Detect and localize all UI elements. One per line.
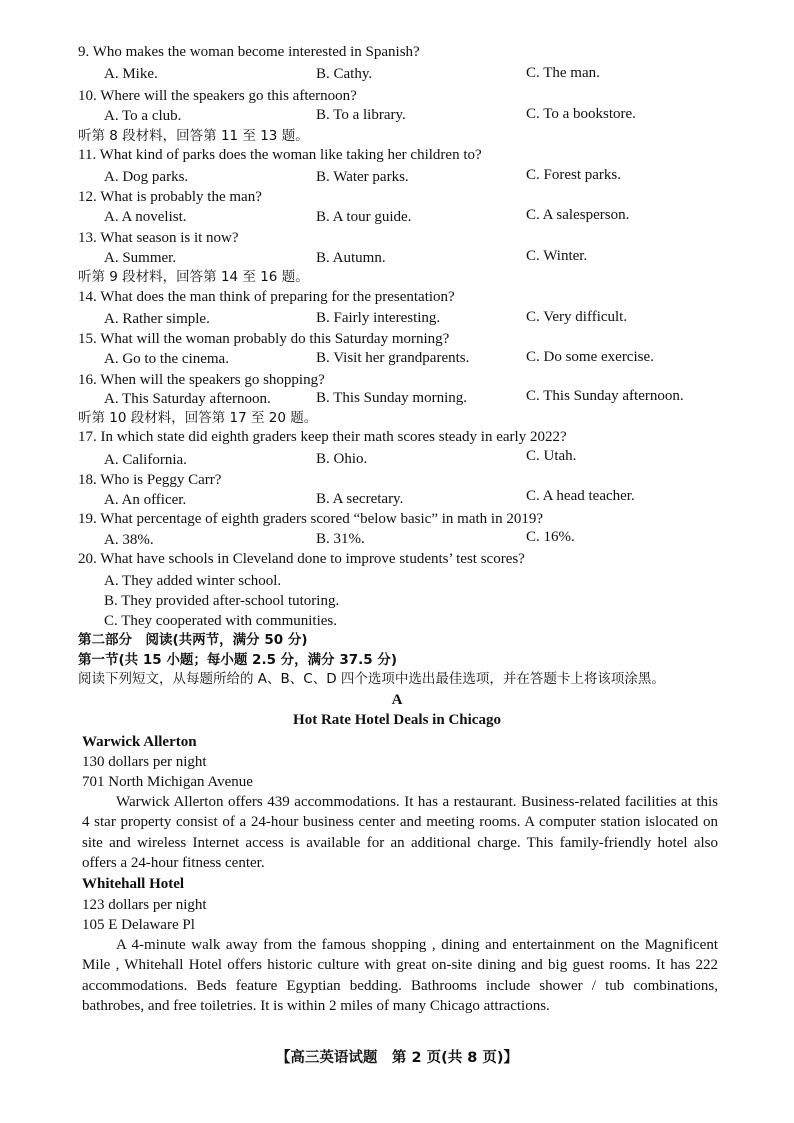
part2-instruction: 阅读下列短文，从每题所给的 A、B、C、D 四个选项中选出最佳选项，并在答题卡上将该项涂黑。 [78,671,665,687]
question-11: 11. What kind of parks does the woman like taking her children to? [78,147,482,163]
question-13: 13. What season is it now? [78,230,239,246]
question-14: 14. What does the man think of preparing for the presentation? [78,289,455,305]
question-19: 19. What percentage of eighth graders scored “below basic” in math in 2019? [78,511,543,527]
q10-option-a: A. To a club. [104,108,182,124]
hotel1-price: 130 dollars per night [82,754,207,770]
q15-option-c: C. Do some exercise. [526,349,654,365]
section-10-note: 听第 10 段材料，回答第 17 至 20 题。 [78,410,318,426]
part2-section1: 第一节(共 15 小题；每小题 2.5 分，满分 37.5 分) [78,652,398,668]
section-9-note: 听第 9 段材料，回答第 14 至 16 题。 [78,269,309,285]
q15-option-a: A. Go to the cinema. [104,351,229,367]
hotel1-description-text: Warwick Allerton offers 439 accommodations. It has a restaurant. Business-related facilities at this 4 star property consist of a 24-hour business center and meeting rooms. A computer station islocated on site and wireless Internet access is available for an additional charge. This family-friendly hotel also offers a 24-hour fitness center. [82,794,718,872]
q16-option-c: C. This Sunday afternoon. [526,388,684,404]
question-18: 18. Who is Peggy Carr? [78,472,222,488]
q19-option-b: B. 31%. [316,531,365,547]
question-9: 9. Who makes the woman become interested in Spanish? [78,44,420,60]
q17-option-a: A. California. [104,452,187,468]
hotel1-description [82,792,718,874]
question-16: 16. When will the speakers go shopping? [78,372,325,388]
passage-title: Hot Rate Hotel Deals in Chicago [293,712,501,728]
passage-letter: A [391,692,403,708]
q10-option-b: B. To a library. [316,107,406,123]
q13-option-b: B. Autumn. [316,250,386,266]
q11-option-b: B. Water parks. [316,169,409,185]
q14-option-a: A. Rather simple. [104,311,210,327]
page-footer: 【高三英语试题 第 2 页(共 8 页)】 [275,1050,519,1066]
q9-option-b: B. Cathy. [316,66,373,82]
q19-option-a: A. 38%. [104,532,154,548]
question-15: 15. What will the woman probably do this Saturday morning? [78,331,450,347]
q18-option-a: A. An officer. [104,492,187,508]
q12-option-c: C. A salesperson. [526,207,630,223]
q9-option-c: C. The man. [526,65,600,81]
question-10: 10. Where will the speakers go this afternoon? [78,88,357,104]
hotel1-name: Warwick Allerton [82,734,197,750]
q12-option-a: A. A novelist. [104,209,187,225]
q16-option-a: A. This Saturday afternoon. [104,391,271,407]
q13-option-c: C. Winter. [526,248,588,264]
question-20: 20. What have schools in Cleveland done to improve students’ test scores? [78,551,525,567]
hotel2-name: Whitehall Hotel [82,876,185,892]
q20-option-c: C. They cooperated with communities. [104,613,338,629]
q20-option-a: A. They added winter school. [104,573,282,589]
question-17: 17. In which state did eighth graders keep their math scores steady in early 2022? [78,429,567,445]
question-12: 12. What is probably the man? [78,189,262,205]
q17-option-c: C. Utah. [526,448,577,464]
q18-option-b: B. A secretary. [316,491,404,507]
q13-option-a: A. Summer. [104,250,177,266]
q19-option-c: C. 16%. [526,529,575,545]
q16-option-b: B. This Sunday morning. [316,390,467,406]
hotel1-address: 701 North Michigan Avenue [82,774,253,790]
q12-option-b: B. A tour guide. [316,209,412,225]
q17-option-b: B. Ohio. [316,451,368,467]
hotel2-price: 123 dollars per night [82,897,207,913]
hotel2-description [82,935,718,1017]
q14-option-c: C. Very difficult. [526,309,628,325]
hotel2-description-text: A 4-minute walk away from the famous shopping , dining and entertainment on the Magnificent Mile , Whitehall Hotel offers historic culture with great on-site dining and big guest rooms. It has 222 accommodations. Beds feature Egyptian bedding. Bathrooms include shower / tub combinations, bathrobes, and free toiletries. It is within 2 miles of many Chicago attractions. [82,937,718,1015]
q15-option-b: B. Visit her grandparents. [316,350,470,366]
q11-option-a: A. Dog parks. [104,169,189,185]
q18-option-c: C. A head teacher. [526,488,635,504]
q14-option-b: B. Fairly interesting. [316,310,441,326]
q11-option-c: C. Forest parks. [526,167,621,183]
hotel2-address: 105 E Delaware Pl [82,917,195,933]
q10-option-c: C. To a bookstore. [526,106,636,122]
q20-option-b: B. They provided after-school tutoring. [104,593,340,609]
section-8-note: 听第 8 段材料，回答第 11 至 13 题。 [78,128,309,144]
part2-heading: 第二部分 阅读(共两节，满分 50 分) [78,632,308,648]
q9-option-a: A. Mike. [104,66,158,82]
